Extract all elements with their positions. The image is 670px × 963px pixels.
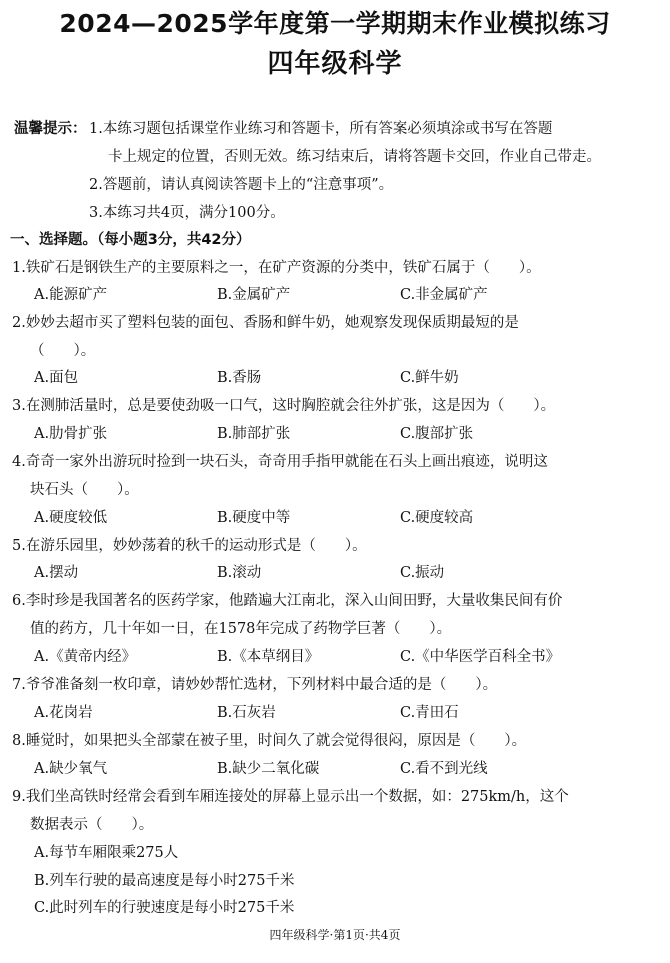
exam-subtitle: 四年级科学 — [267, 49, 403, 79]
question-1-stem: 1.铁矿石是钢铁生产的主要原料之一，在矿产资源的分类中，铁矿石属于（ ）。 — [12, 260, 541, 276]
question-3-stem: 3.在测肺活量时，总是要使劲吸一口气，这时胸腔就会往外扩张，这是因为（ ）。 — [12, 398, 556, 414]
question-2-stem-line-2: （ ）。 — [30, 343, 96, 359]
question-6-stem-line-2: 值的药方，几十年如一日，在1578年完成了药物学巨著（ ）。 — [30, 621, 452, 637]
tip-item-1-line-2: 卡上规定的位置，否则无效。练习结束后，请将答题卡交回，作业自己带走。 — [108, 149, 601, 165]
question-2-stem-line-1: 2.妙妙去超市买了塑料包装的面包、香肠和鲜牛奶，她观察发现保质期最短的是 — [12, 315, 519, 331]
question-6-stem-line-1: 6.李时珍是我国著名的医药学家，他踏遍大江南北，深入山间田野，大量收集民间有价 — [12, 593, 563, 609]
question-6-option-a: A.《黄帝内经》 — [34, 649, 137, 665]
tips-label: 温馨提示： — [14, 121, 87, 137]
question-5-stem: 5.在游乐园里，妙妙荡着的秋千的运动形式是（ ）。 — [12, 538, 367, 554]
question-7-option-b: B.石灰岩 — [217, 705, 276, 721]
question-1-option-a: A.能源矿产 — [34, 287, 108, 303]
question-7-option-c: C.青田石 — [400, 705, 459, 721]
tip-item-1-line-1: 1.本练习题包括课堂作业练习和答题卡，所有答案必须填涂或书写在答题 — [89, 121, 553, 137]
question-5-option-a: A.摆动 — [34, 565, 79, 581]
question-9-option-a: A.每节车厢限乘275人 — [34, 845, 179, 861]
question-5-option-c: C.振动 — [400, 565, 445, 581]
question-8-option-a: A.缺少氧气 — [34, 761, 108, 777]
question-4-stem-line-2: 块石头（ ）。 — [30, 482, 139, 498]
question-4-stem-line-1: 4.奇奇一家外出游玩时捡到一块石头，奇奇用手指甲就能在石头上画出痕迹，说明这 — [12, 454, 548, 470]
question-3-option-c: C.腹部扩张 — [400, 426, 474, 442]
question-1-option-c: C.非金属矿产 — [400, 287, 488, 303]
exam-title: 2024—2025学年度第一学期期末作业模拟练习 — [59, 9, 611, 38]
page-footer: 四年级科学·第1页·共4页 — [269, 928, 401, 942]
question-2-option-a: A.面包 — [34, 370, 79, 386]
question-4-option-a: A.硬度较低 — [34, 510, 108, 526]
question-3-option-b: B.肺部扩张 — [217, 426, 291, 442]
question-4-option-b: B.硬度中等 — [217, 510, 291, 526]
question-5-option-b: B.滚动 — [217, 565, 262, 581]
question-9-stem-line-1: 9.我们坐高铁时经常会看到车厢连接处的屏幕上显示出一个数据，如：275km/h，这个 — [12, 789, 569, 805]
question-3-option-a: A.肋骨扩张 — [34, 426, 108, 442]
question-2-option-b: B.香肠 — [217, 370, 262, 386]
question-2-option-c: C.鲜牛奶 — [400, 370, 459, 386]
tip-item-2: 2.答题前，请认真阅读答题卡上的“注意事项”。 — [89, 177, 394, 193]
question-6-option-b: B.《本草纲目》 — [217, 649, 320, 665]
question-9-stem-line-2: 数据表示（ ）。 — [30, 817, 154, 833]
question-7-option-a: A.花岗岩 — [34, 705, 93, 721]
question-8-stem: 8.睡觉时，如果把头全部蒙在被子里，时间久了就会觉得很闷，原因是（ ）。 — [12, 733, 527, 749]
question-6-option-c: C.《中华医学百科全书》 — [400, 649, 561, 665]
question-8-option-b: B.缺少二氧化碳 — [217, 761, 320, 777]
question-1-option-b: B.金属矿产 — [217, 287, 291, 303]
question-7-stem: 7.爷爷准备刻一枚印章，请妙妙帮忙选材，下列材料中最合适的是（ ）。 — [12, 677, 498, 693]
section-heading: 一、选择题。（每小题3分，共42分） — [10, 232, 251, 248]
question-8-option-c: C.看不到光线 — [400, 761, 488, 777]
question-9-option-b: B.列车行驶的最高速度是每小时275千米 — [34, 873, 295, 889]
question-9-option-c: C.此时列车的行驶速度是每小时275千米 — [34, 900, 295, 916]
question-4-option-c: C.硬度较高 — [400, 510, 474, 526]
tip-item-3: 3.本练习共4页，满分100分。 — [89, 205, 285, 221]
